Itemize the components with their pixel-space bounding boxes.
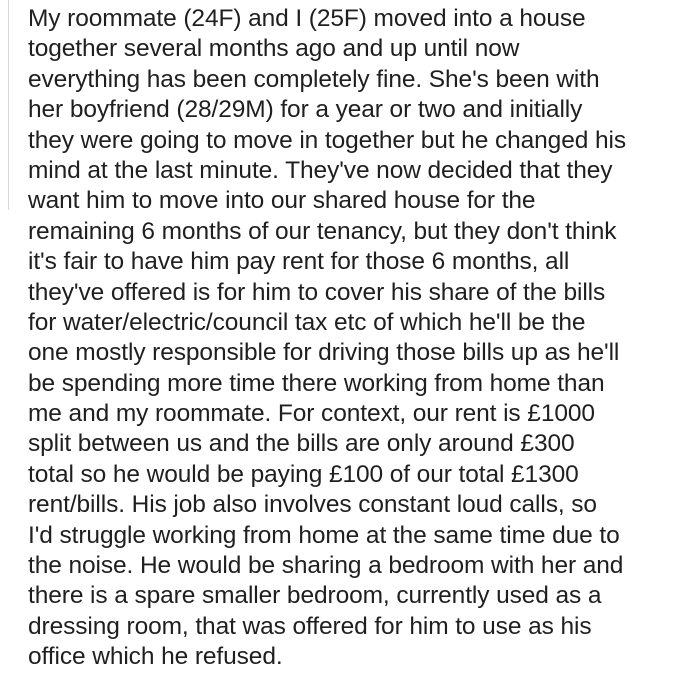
post-text-line: total so he would be paying £100 of our total £1300 (28, 460, 579, 488)
post-text-line: they've offered is for him to cover his share of the bills (28, 278, 606, 306)
post-text-line: remaining 6 months of our tenancy, but they don't think (28, 217, 617, 245)
post-text-line: office which he refused. (28, 643, 283, 671)
post-text-line: they were going to move in together but he changed his (28, 126, 626, 154)
post-body-text (28, 4, 696, 673)
post-text-line: My roommate (24F) and I (25F) moved into a house (28, 5, 586, 32)
post-text-line: me and my roommate. For context, our rent is £1000 (28, 400, 595, 428)
post-text-line: I'd struggle working from home at the same time due to (28, 521, 620, 549)
post-text-line: there is a spare smaller bedroom, currently used as a (28, 582, 602, 610)
quote-divider (8, 0, 9, 210)
post-text-line: be spending more time there working from home than (28, 369, 605, 397)
post-text-line: her boyfriend (28/29M) for a year or two and initially (28, 96, 583, 124)
post-text-line: together several months ago and up until now (28, 35, 520, 63)
post-text-line: for water/electric/council tax etc of which he'll be the (28, 308, 586, 336)
post-text-line: rent/bills. His job also involves constant loud calls, so (28, 491, 597, 519)
post-text-line: one mostly responsible for driving those bills up as he'll (28, 339, 620, 367)
post-text-line: the noise. He would be sharing a bedroom with her and (28, 552, 624, 580)
post-text-line: mind at the last minute. They've now decided that they (28, 156, 613, 184)
post-text-line: split between us and the bills are only around £300 (28, 430, 575, 458)
post-text-line: it's fair to have him pay rent for those 6 months, all (28, 248, 570, 276)
post-text-line: everything has been completely fine. She's been with (28, 65, 600, 93)
post-text-line: want him to move into our shared house for the (28, 187, 536, 215)
post-text-line: dressing room, that was offered for him to use as his (28, 612, 592, 640)
